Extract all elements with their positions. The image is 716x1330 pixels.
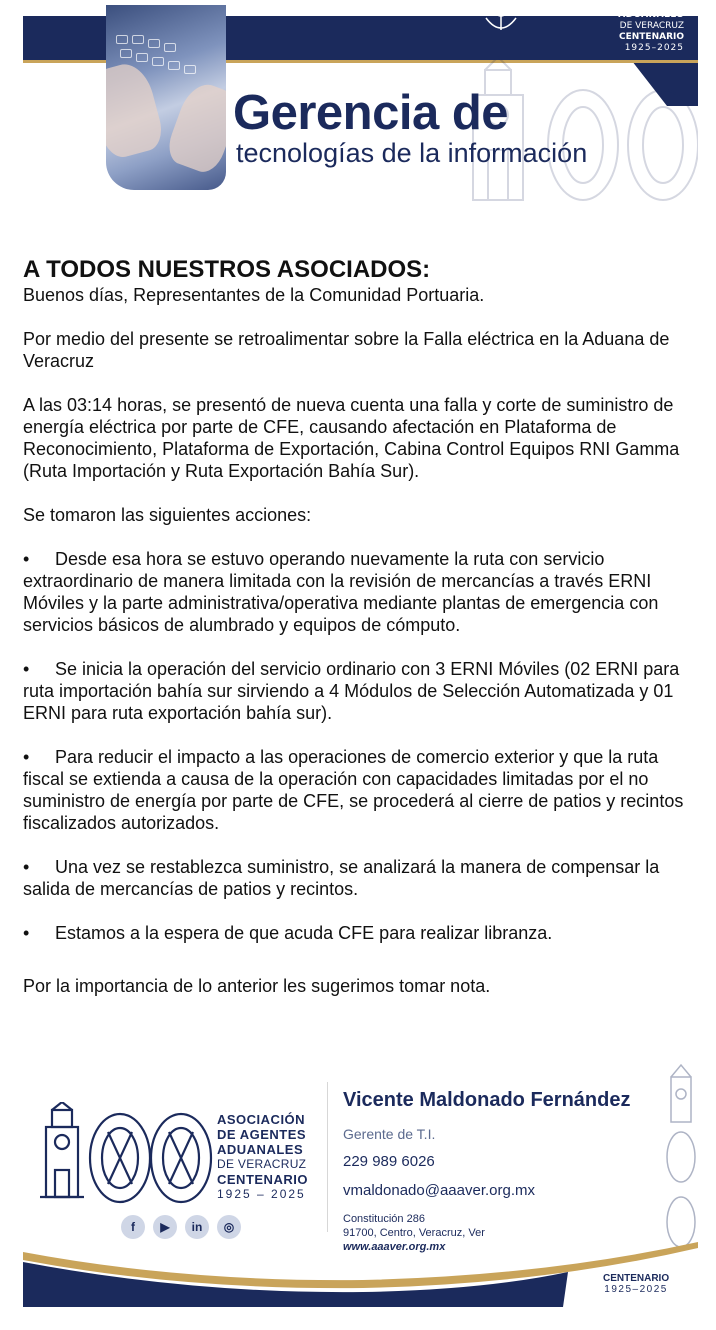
message-body [23, 255, 698, 997]
key-icon [152, 57, 164, 66]
instagram-icon[interactable]: ◎ [217, 1215, 241, 1239]
intro-text: Por medio del presente se retroalimentar sobre la Falla eléctrica en la Aduana de Veracruz [23, 329, 670, 371]
list-item [23, 856, 698, 900]
key-icon [116, 35, 128, 44]
email-signature-footer [23, 1062, 698, 1307]
header-title-line1: Gerencia de [233, 86, 509, 140]
assoc-line2: DE AGENTES [217, 1127, 307, 1142]
emblem-icon [478, 0, 524, 38]
header-banner [23, 0, 698, 210]
bullet-icon: • [23, 549, 30, 569]
signature-website-link[interactable]: www.aaaver.org.mx [343, 1241, 446, 1253]
actions-intro-text: Se tomaron las siguientes acciones: [23, 505, 312, 525]
greeting-text: Buenos días, Representantes de la Comunidad Portuaria. [23, 285, 485, 305]
hand-left [106, 59, 167, 161]
key-icon [184, 65, 196, 74]
badge-line2: DE VERACRUZ [619, 21, 684, 31]
badge-line4: 1925–2025 [624, 43, 684, 53]
key-icon [132, 35, 144, 44]
centenario-line1: CENTENARIO [603, 1273, 670, 1284]
address-line1: Constitución 286 [343, 1213, 425, 1225]
youtube-icon[interactable]: ▶ [153, 1215, 177, 1239]
assoc-line5: CENTENARIO [217, 1172, 308, 1187]
social-links [121, 1215, 241, 1239]
message-heading: A TODOS NUESTROS ASOCIADOS: [23, 256, 431, 283]
list-item-text: Una vez se restablezca suministro, se analizará la manera de compensar la salida de mercancías de patios y recintos. [23, 857, 660, 899]
incident-text: A las 03:14 horas, se presentó de nueva cuenta una falla y corte de suministro de energía eléctrica por parte de CFE, causando afectación en Plataforma de Reconocimiento, Plataforma de Exportación, Cabina Control Equipos RNI Gamma (Ruta Importación y Ruta Exportación Bahía Sur). [23, 395, 680, 481]
list-item-text: Estamos a la espera de que acuda CFE para realizar libranza. [55, 923, 553, 943]
header-title-line2: tecnologías de la información [236, 138, 588, 168]
centenary-100-logo [38, 1102, 218, 1212]
key-icon [168, 61, 180, 70]
footer-divider [327, 1082, 328, 1232]
centenario-line2: 1925–2025 [604, 1284, 668, 1295]
keyboard-photo [106, 5, 226, 190]
key-icon [120, 49, 132, 58]
badge-line3: CENTENARIO [619, 32, 684, 42]
signature-address [343, 1212, 485, 1240]
signature-email-link[interactable]: vmaldonado@aaaver.org.mx [343, 1182, 535, 1199]
list-item [23, 548, 698, 636]
signature-role: Gerente de T.I. [343, 1126, 436, 1142]
bullet-icon: • [23, 747, 30, 767]
assoc-line3: ADUANALES [217, 1142, 304, 1157]
hand-right [163, 78, 226, 177]
footer-wave [23, 1242, 698, 1307]
centenario-badge-top [618, 10, 684, 54]
key-icon [148, 39, 160, 48]
badge-line1: ADUANALES [618, 10, 684, 20]
list-item-text: Desde esa hora se estuvo operando nuevamente la ruta con servicio extraordinario de manera limitada con la revisión de mercancías a través ERNI Móviles y la parte administrativa/operativa mediante plantas de emergencia con servicios básicos de alumbrado y equipos de cómputo. [23, 549, 659, 635]
list-item [23, 922, 698, 944]
signature-phone[interactable]: 229 989 6026 [343, 1153, 435, 1170]
assoc-line1: ASOCIACIÓN [217, 1112, 306, 1127]
list-item-text: Se inicia la operación del servicio ordinario con 3 ERNI Móviles (02 ERNI para ruta importación bahía sur sirviendo a 4 Módulos de Selección Automatizada y 01 ERNI para ruta exportación bahía sur). [23, 659, 680, 723]
signature-name: Vicente Maldonado Fernández [343, 1089, 631, 1111]
association-name [217, 1112, 308, 1202]
linkedin-icon[interactable]: in [185, 1215, 209, 1239]
closing-text: Por la importancia de lo anterior les sugerimos tomar nota. [23, 976, 491, 996]
key-icon [164, 43, 176, 52]
tower-watermark-icon [663, 1062, 698, 1262]
key-icon [136, 53, 148, 62]
assoc-line6: 1925 – 2025 [217, 1187, 306, 1201]
bullet-icon: • [23, 857, 30, 877]
centenario-badge-footer [603, 1273, 669, 1295]
list-item [23, 746, 698, 834]
facebook-icon[interactable]: f [121, 1215, 145, 1239]
bullet-icon: • [23, 659, 30, 679]
assoc-line4: DE VERACRUZ [217, 1157, 307, 1171]
list-item [23, 658, 698, 724]
bullet-icon: • [23, 923, 30, 943]
address-line2: 91700, Centro, Veracruz, Ver [343, 1227, 485, 1239]
list-item-text: Para reducir el impacto a las operaciones de comercio exterior y que la ruta fiscal se extienda a causa de la operación con capacidades limitadas por el no suministro de energía por parte de CFE, se procederá al cierre de patios y recintos fiscalizados autorizados. [23, 747, 684, 833]
